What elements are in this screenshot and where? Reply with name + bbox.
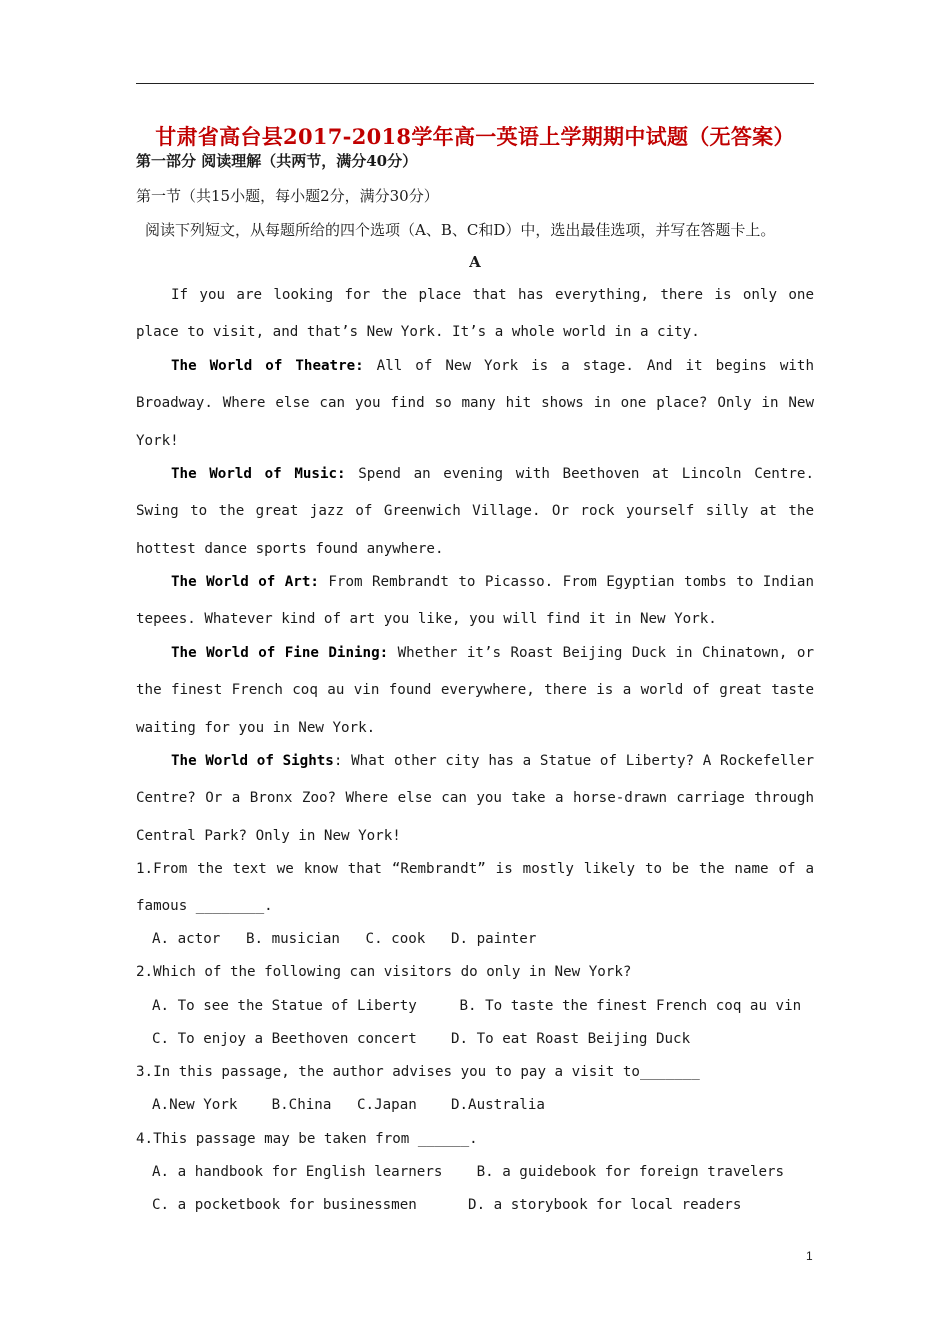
passage-section-theatre: The World of Theatre: All of New York is a stage. And it begins with Broadway. Where else can you find so many hit shows in one place? Only in New York! [136, 358, 814, 449]
passage-section-dining: The World of Fine Dining: Whether it’s Roast Beijing Duck in Chinatown, or the finest French coq au vin found everywhere, there is a world of great taste waiting for you in New York. [136, 645, 814, 736]
question-1-stem: 1.From the text we know that “Rembrandt” is mostly likely to be the name of a famous ________. [136, 861, 814, 915]
part-heading: 第一部分 阅读理解（共两节，满分40分） [136, 152, 418, 170]
question-1-options: A. actor B. musician C. cook D. painter [152, 931, 537, 947]
section-heading-theatre: The World of Theatre: [171, 358, 364, 374]
passage-intro: If you are looking for the place that has everything, there is only one place to visit, and that’s New York. It’s a whole world in a city. [136, 287, 814, 341]
question-4-options-row-2: C. a pocketbook for businessmen D. a storybook for local readers [152, 1197, 742, 1213]
passage-section-sights: The World of Sights: What other city has a Statue of Liberty? A Rockefeller Centre? Or a Bronx Zoo? Where else can you take a horse-drawn carriage through Central Park? Only in New York! [136, 753, 814, 844]
question-2-stem: 2.Which of the following can visitors do only in New York? [136, 964, 632, 980]
instructions: 阅读下列短文，从每题所给的四个选项（A、B、C和D）中，选出最佳选项，并写在答题卡上。 [145, 221, 776, 239]
section-heading-art: The World of Art: [171, 574, 319, 590]
passage-section-music: The World of Music: Spend an evening with Beethoven at Lincoln Centre. Swing to the great jazz of Greenwich Village. Or rock yourself silly at the hottest dance sports found anywhere. [136, 466, 814, 557]
question-4-options-row-1: A. a handbook for English learners B. a guidebook for foreign travelers [152, 1164, 785, 1180]
section-heading: 第一节（共15小题，每小题2分，满分30分） [136, 187, 439, 205]
question-3-stem: 3.In this passage, the author advises you to pay a visit to_______ [136, 1064, 700, 1080]
page-number: 1 [806, 1249, 813, 1263]
question-2-options-row-2: C. To enjoy a Beethoven concert D. To eat Roast Beijing Duck [152, 1031, 691, 1047]
question-2-options-row-1: A. To see the Statue of Liberty B. To taste the finest French coq au vin [152, 998, 802, 1014]
passage-letter: A [469, 253, 481, 271]
section-heading-sights: The World of Sights [171, 753, 334, 769]
question-3-options: A.New York B.China C.Japan D.Australia [152, 1097, 545, 1113]
section-heading-dining: The World of Fine Dining: [171, 645, 389, 661]
question-4-stem: 4.This passage may be taken from ______. [136, 1131, 478, 1147]
section-heading-music: The World of Music: [171, 466, 346, 482]
passage-section-art: The World of Art: From Rembrandt to Picasso. From Egyptian tombs to Indian tepees. Whatever kind of art you like, you will find it in New York. [136, 574, 814, 628]
document-title: 甘肃省高台县2017-2018学年高一英语上学期期中试题（无答案） [155, 124, 795, 149]
header-rule [136, 83, 814, 84]
